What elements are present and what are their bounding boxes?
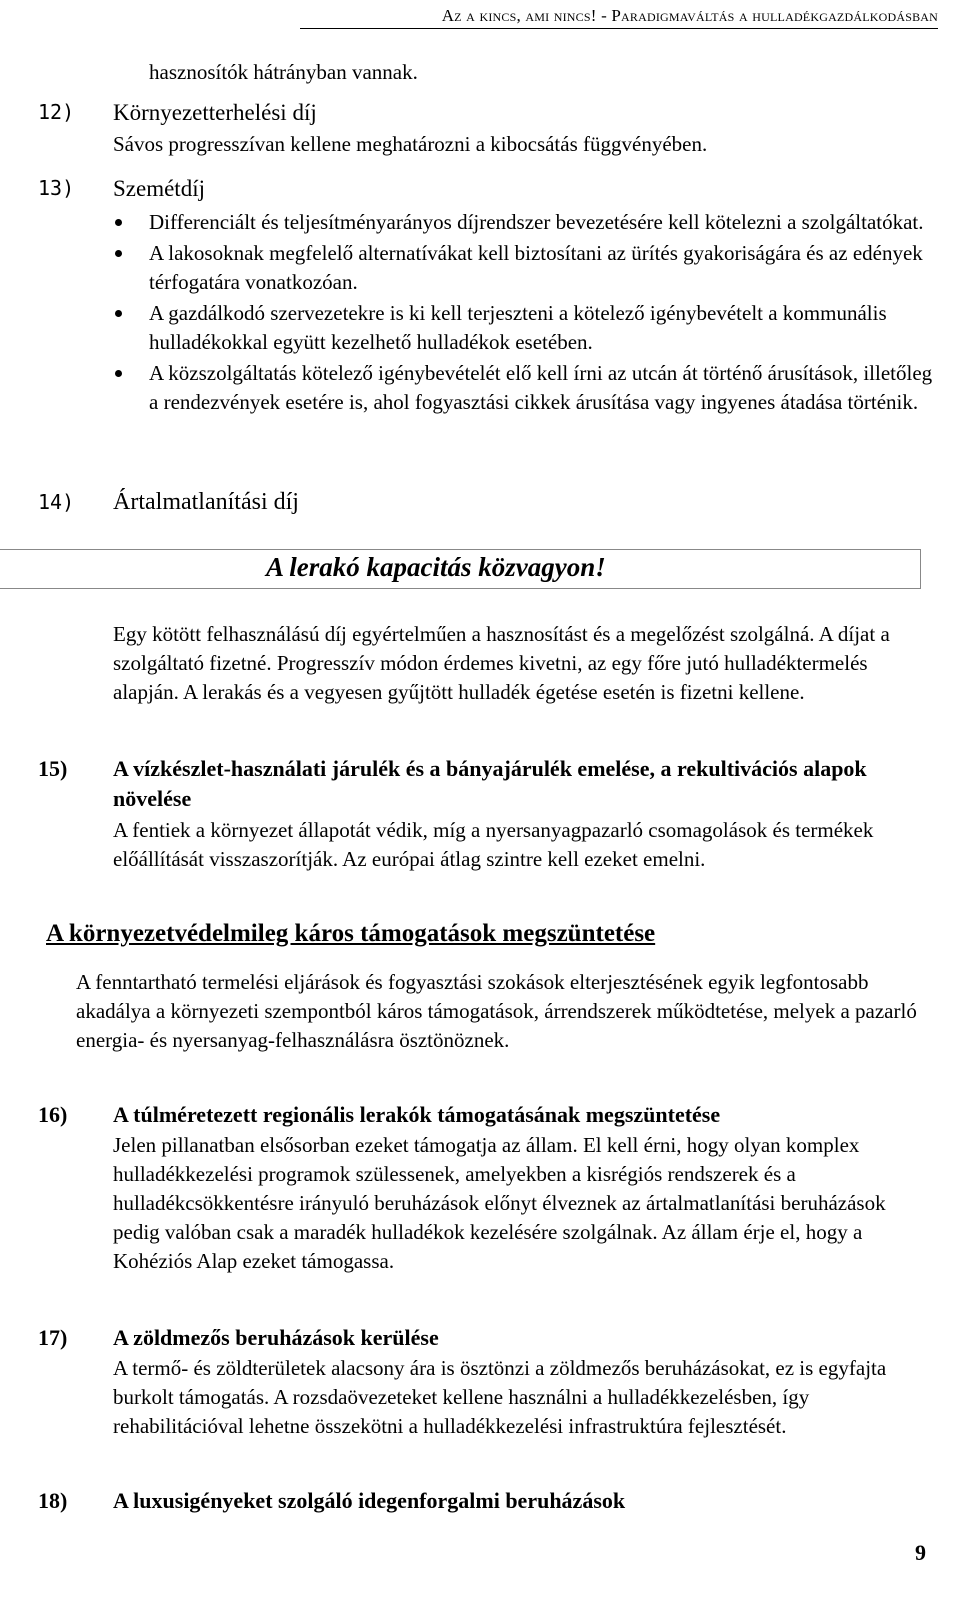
item-17-number: 17) (38, 1325, 68, 1350)
bullet-icon (115, 310, 122, 317)
list-item: Differenciált és teljesítményarányos díjrendszer bevezetésére kell kötelezni a szolgáltatókat. (113, 208, 933, 237)
item-15-number: 15) (38, 756, 68, 781)
item-18-number: 18) (38, 1488, 68, 1513)
item-16-text: Jelen pillanatban elsősorban ezeket támogatja az állam. El kell érni, hogy olyan komplex hulladékkezelési programok szülessenek, amelyekben a kisrégiós rendszerek és a hulladékcsökkentésre irányuló beruházások előnyt élveznek az ártalmatlanítási beruházások pedig valóban csak a maradék hulladékok kezelésére szolgálnak. Az állam érje el, hogy a Kohéziós Alap ezeket támogassa. (113, 1133, 886, 1273)
item-13-number: 13) (38, 176, 75, 200)
list-item: A közszolgáltatás kötelező igénybevételét elő kell írni az utcán át történő árusítások, illetőleg a rendezvények esetére is, ahol fogyasztási cikkek árusítása vagy ingyenes átadása történik. (113, 359, 933, 417)
item-12-text: Sávos progresszívan kellene meghatározni a kibocsátás függvényében. (113, 132, 708, 156)
item-14-title: Ártalmatlanítási díj (113, 489, 299, 515)
item-15-text: A fentiek a környezet állapotát védik, míg a nyersanyagpazarló csomagolások és termékek előállítását visszaszorítják. Az európai átlag szintre kell ezeket emelni. (113, 818, 874, 871)
highlight-box-text: A lerakó kapacitás közvagyon! (266, 552, 606, 582)
item-16-number: 16) (38, 1102, 68, 1127)
item-12-number: 12) (38, 100, 75, 124)
item-12-title: Környezetterhelési díj (113, 100, 317, 125)
intro-line: hasznosítók hátrányban vannak. (149, 60, 418, 84)
page-number: 9 (915, 1540, 926, 1565)
list-item: A lakosoknak megfelelő alternatívákat kell biztosítani az ürítés gyakoriságára és az edények térfogatára vonatkozóan. (113, 239, 933, 297)
section-text: A fenntartható termelési eljárások és fogyasztási szokások elterjesztésének egyik legfontosabb akadálya a környezeti szempontból káros támogatások, árrendszerek működtetése, melyek a pazarló energia- és nyersanyag-felhasználásra ösztönöznek. (76, 970, 917, 1052)
bullet-icon (115, 219, 122, 226)
item-16-title: A túlméretezett regionális lerakók támogatásának megszüntetése (113, 1102, 721, 1127)
item-18-title: A luxusigényeket szolgáló idegenforgalmi beruházások (113, 1488, 626, 1513)
item-14-number: 14) (38, 490, 75, 514)
running-header: Az a kincs, ami nincs! - Paradigmaváltás a hulladékgazdálkodásban (300, 6, 938, 29)
item-14-text: Egy kötött felhasználású díj egyértelműen a hasznosítást és a megelőzést szolgálná. A díjat a szolgáltató fizetné. Progresszív módon érdemes kivetni, az egy főre jutó hulladéktermelés alapján. A lerakás és a vegyesen gyűjtött hulladék égetése esetén is fizetni kellene. (113, 622, 890, 704)
item-15-title: A vízkészlet-használati járulék és a bányajárulék emelése, a rekultivációs alapok növelése (113, 756, 867, 811)
list-item: A gazdálkodó szervezetekre is ki kell terjeszteni a kötelező igénybevételt a kommunális hulladékokkal együtt kezelhető hulladékok esetében. (113, 299, 933, 357)
item-13-title: Szemétdíj (113, 176, 205, 201)
bullet-icon (115, 370, 122, 377)
item-17-title: A zöldmezős beruházások kerülése (113, 1325, 439, 1350)
item-17-text: A termő- és zöldterületek alacsony ára is ösztönzi a zöldmezős beruházásokat, ez is egyfajta burkolt támogatás. A rozsdaövezeteket kellene használni a hulladékkezelésben, így rehabilitációval lehetne összekötni a hulladékkezelési infrastruktúra fejlesztését. (113, 1356, 887, 1438)
item-13-bullets (113, 208, 933, 419)
section-title: A környezetvédelmileg káros támogatások megszüntetése (46, 920, 656, 947)
bullet-icon (115, 250, 122, 257)
